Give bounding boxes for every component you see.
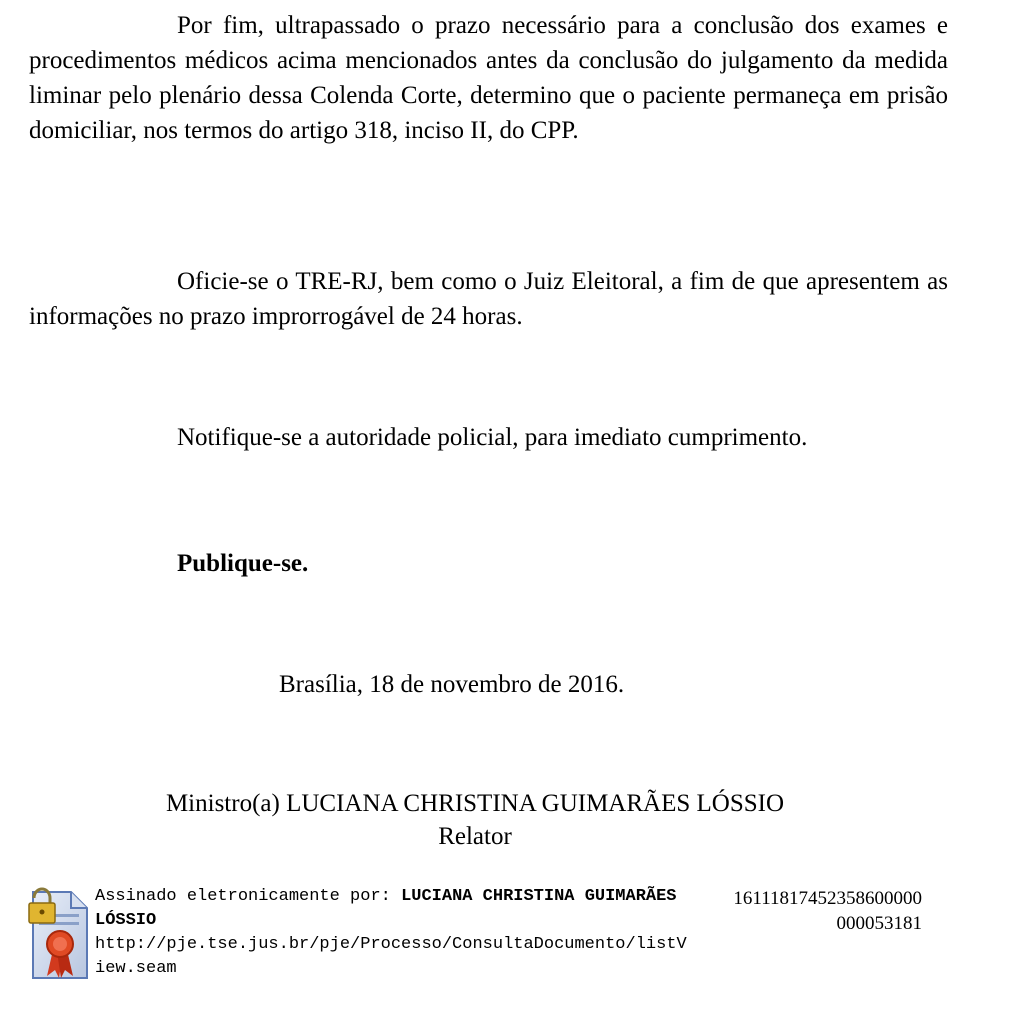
paragraph-prison-order: Por fim, ultrapassado o prazo necessário para a conclusão dos exames e procedimentos médicos acima mencionados antes da conclusão do julgamento da medida liminar pelo plenário dessa Colenda Corte, determino que o paciente permaneça em prisão domiciliar, nos termos do artigo 318, inciso II, do CPP. [29,12,948,144]
date-line: Brasília, 18 de novembro de 2016. [279,671,625,698]
signer-role: Relator [438,823,512,850]
certificate-lock-icon [27,884,93,982]
signature-code-line2: 000053181 [836,913,922,934]
paragraph-notifique: Notifique-se a autoridade policial, para imediato cumprimento. [177,424,808,451]
paragraph-publique: Publique-se. [177,550,309,577]
signature-info [95,885,695,981]
signature-prefix: Assinado eletronicamente por: [95,887,402,906]
signer-name: Ministro(a) LUCIANA CHRISTINA GUIMARÃES LÓSSIO [165,790,785,817]
signature-code-line1: 16111817452358600000 [733,888,922,909]
paragraph-oficie: Oficie-se o TRE-RJ, bem como o Juiz Eleitoral, a fim de que apresentem as informações no prazo improrrogável de 24 horas. [29,268,948,330]
signature-signer-name: LUCIANA CHRISTINA GUIMARÃES LÓSSIO [95,887,677,930]
signature-url: http://pje.tse.jus.br/pje/Processo/ConsultaDocumento/listView.seam [95,935,687,978]
signature-code [733,886,922,936]
